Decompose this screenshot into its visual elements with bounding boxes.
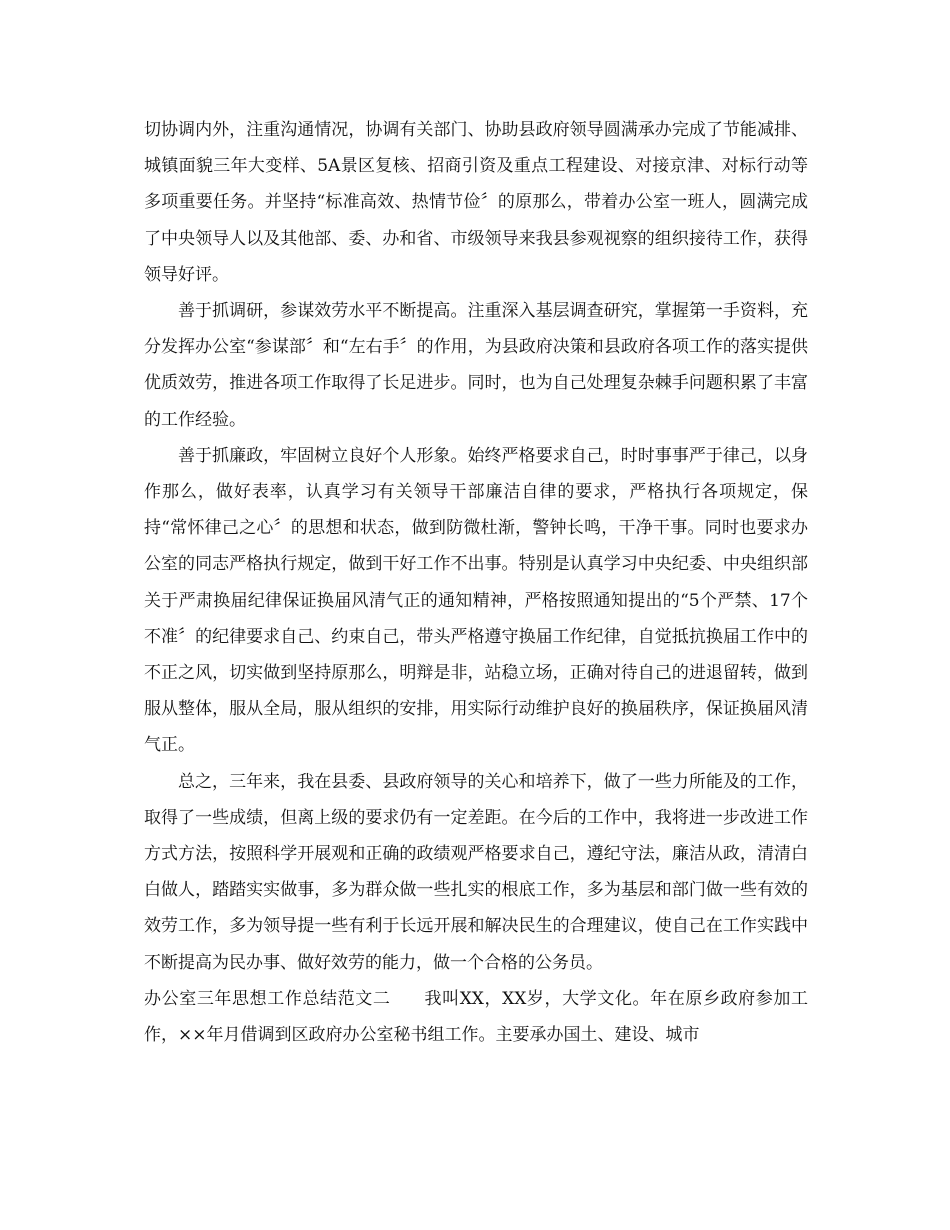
paragraph-integrity: 善于抓廉政，牢固树立良好个人形象。始终严格要求自己，时时事事严于律己，以身作那么，做好表率，认真学习有关领导干部廉洁自律的要求，严格执行各项规定，保持“常怀律己之心〞的思想和状态，做到防微杜渐，警钟长鸣，干净干事。同时也要求办公室的同志严格执行规定，做到干好工作不出事。特别是认真学习中央纪委、中央组织部关于严肃换届纪律保证换届风清气正的通知精神，严格按照通知提出的“5个严禁、17个不准〞的纪律要求自己、约束自己，带头严格遵守换届工作纪律，自觉抵抗换届工作中的不正之风，切实做到坚持原那么，明辩是非，站稳立场，正确对待自己的进退留转，做到服从整体，服从全局，服从组织的安排，用实际行动维护良好的换届秩序，保证换届风清气正。 — [144, 445, 808, 756]
paragraph-coordination: 切协调内外，注重沟通情况，协调有关部门、协助县政府领导圆满承办完成了节能减排、城镇面貌三年大变样、5A景区复核、招商引资及重点工程建设、对接京津、对标行动等多项重要任务。并坚持“标准高效、热情节俭〞的原那么，带着办公室一班人，圆满完成了中央领导人以及其他部、委、办和省、市级领导来我县参观视察的组织接待工作，获得领导好评。 — [144, 120, 808, 285]
section-intro-text: 我叫XX，XX岁，大学文化。年在原乡政府参加工作，××年月借调到区政府办公室秘书组工作。主要承办国土、建设、城市 — [144, 988, 808, 1046]
paragraph-research: 善于抓调研，参谋效劳水平不断提高。注重深入基层调查研究，掌握第一手资料，充分发挥办公室“参谋部〞和“左右手〞的作用，为县政府决策和县政府各项工作的落实提供优质效劳，推进各项工作取得了长足进步。同时，也为自己处理复杂棘手问题积累了丰富的工作经验。 — [144, 301, 808, 430]
document-body — [144, 112, 808, 1053]
paragraph-section-two — [144, 981, 808, 1053]
paragraph-conclusion: 总之，三年来，我在县委、县政府领导的关心和培养下，做了一些力所能及的工作，取得了一些成绩，但离上级的要求仍有一定差距。在今后的工作中，我将进一步改进工作方式方法，按照科学开展观和正确的政绩观严格要求自己，遵纪守法，廉洁从政，清清白白做人，踏踏实实做事，多为群众做一些扎实的根底工作，多为基层和部门做一些有效的效劳工作，多为领导提一些有利于长远开展和解决民生的合理建议，使自己在工作实践中不断提高为民办事、做好效劳的能力，做一个合格的公务员。 — [144, 771, 808, 973]
section-title: 办公室三年思想工作总结范文二 — [144, 988, 391, 1009]
